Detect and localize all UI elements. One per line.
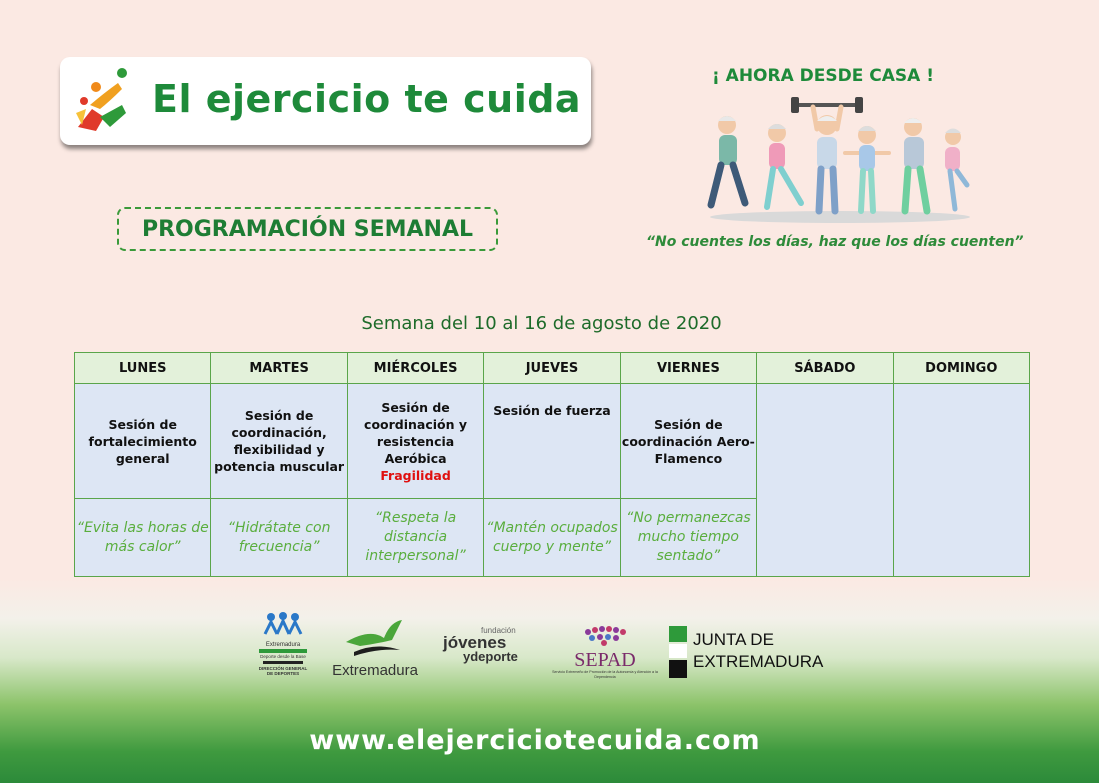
sponsor-fundacion-main2: ydeporte — [463, 649, 518, 664]
sponsor-fundacion-main1: jóvenes — [443, 633, 507, 652]
sponsor-extremadura-label: Extremadura — [332, 662, 418, 679]
session-row — [75, 384, 1030, 499]
sponsor-sepad — [551, 626, 659, 680]
sponsor-junta-line2: EXTREMADURA — [693, 652, 824, 671]
ahora-desde-casa-label: ¡ AHORA DESDE CASA ! — [712, 66, 934, 86]
sponsor-fundacion-small: fundación — [481, 626, 516, 635]
advice-lunes: “Evita las horas de más calor” — [75, 499, 211, 577]
advice-jueves: “Mantén ocupados cuerpo y mente” — [484, 499, 620, 577]
advice-miercoles: “Respeta la distancia interpersonal” — [347, 499, 483, 577]
sponsor-deporte-line3: DIRECCIÓN GENERAL — [258, 666, 308, 671]
logo-banner — [60, 57, 591, 145]
sponsor-deporte-extremadura — [255, 612, 311, 676]
session-viernes: Sesión de coordinación Aero-Flamenco — [620, 384, 756, 499]
session-miercoles-text: Sesión de coordinación y resistencia Aeróbica — [364, 399, 468, 466]
week-label: Semana del 10 al 16 de agosto de 2020 — [361, 313, 722, 334]
sponsor-deporte-bar — [259, 649, 307, 653]
junta-flag-icon — [669, 626, 687, 678]
program-title: PROGRAMACIÓN SEMANAL — [141, 216, 474, 242]
session-sabado-empty — [757, 384, 893, 577]
session-jueves: Sesión de fuerza — [484, 384, 620, 499]
sponsor-deporte-line1: Extremadura — [265, 642, 301, 648]
logo-title: El ejercicio te cuida — [152, 77, 582, 121]
sponsor-deporte-line2: Deporte desde la Base — [260, 654, 306, 659]
session-martes: Sesión de coordinación, flexibilidad y potencia muscular — [211, 384, 347, 499]
sponsor-junta-line1: JUNTA DE — [693, 630, 774, 649]
day-header-miercoles: MIÉRCOLES — [347, 353, 483, 384]
day-header-viernes: VIERNES — [620, 353, 756, 384]
day-header-domingo: DOMINGO — [893, 353, 1029, 384]
exercising-seniors-illustration — [705, 95, 975, 225]
sponsor-deporte-line4: DE DEPORTES — [266, 671, 300, 676]
day-header-jueves: JUEVES — [484, 353, 620, 384]
people-group-icon — [263, 612, 303, 638]
day-header-martes: MARTES — [211, 353, 347, 384]
sponsor-sepad-sub: Servicio Extremeño de Promoción de la Autonomía y Atención a la Dependencia — [552, 670, 658, 679]
day-header-sabado: SÁBADO — [757, 353, 893, 384]
advice-martes: “Hidrátate con frecuencia” — [211, 499, 347, 577]
advice-viernes: “No permanezcas mucho tiempo sentado” — [620, 499, 756, 577]
footer-website-url[interactable]: www.elejerciciotecuida.com — [309, 725, 761, 756]
program-title-frame — [117, 207, 498, 251]
weekly-schedule-table — [74, 352, 1030, 577]
extremadura-bird-icon — [340, 618, 410, 658]
sponsor-fundacion-jovenes — [443, 626, 543, 664]
motto-quote: “No cuentes los días, haz que los días cuenten” — [646, 234, 1024, 250]
session-miercoles — [347, 384, 483, 499]
sponsor-deporte-dark-bar — [263, 661, 303, 664]
sponsor-logos — [255, 612, 824, 688]
logo-figure-icon — [70, 65, 130, 135]
sponsor-extremadura — [325, 618, 425, 679]
table-header-row — [75, 353, 1030, 384]
sepad-dots-icon — [580, 626, 630, 646]
sponsor-sepad-name: SEPAD — [574, 649, 636, 671]
day-header-lunes: LUNES — [75, 353, 211, 384]
session-miercoles-tag: Fragilidad — [380, 467, 451, 483]
session-domingo-empty — [893, 384, 1029, 577]
session-lunes: Sesión de fortalecimiento general — [75, 384, 211, 499]
